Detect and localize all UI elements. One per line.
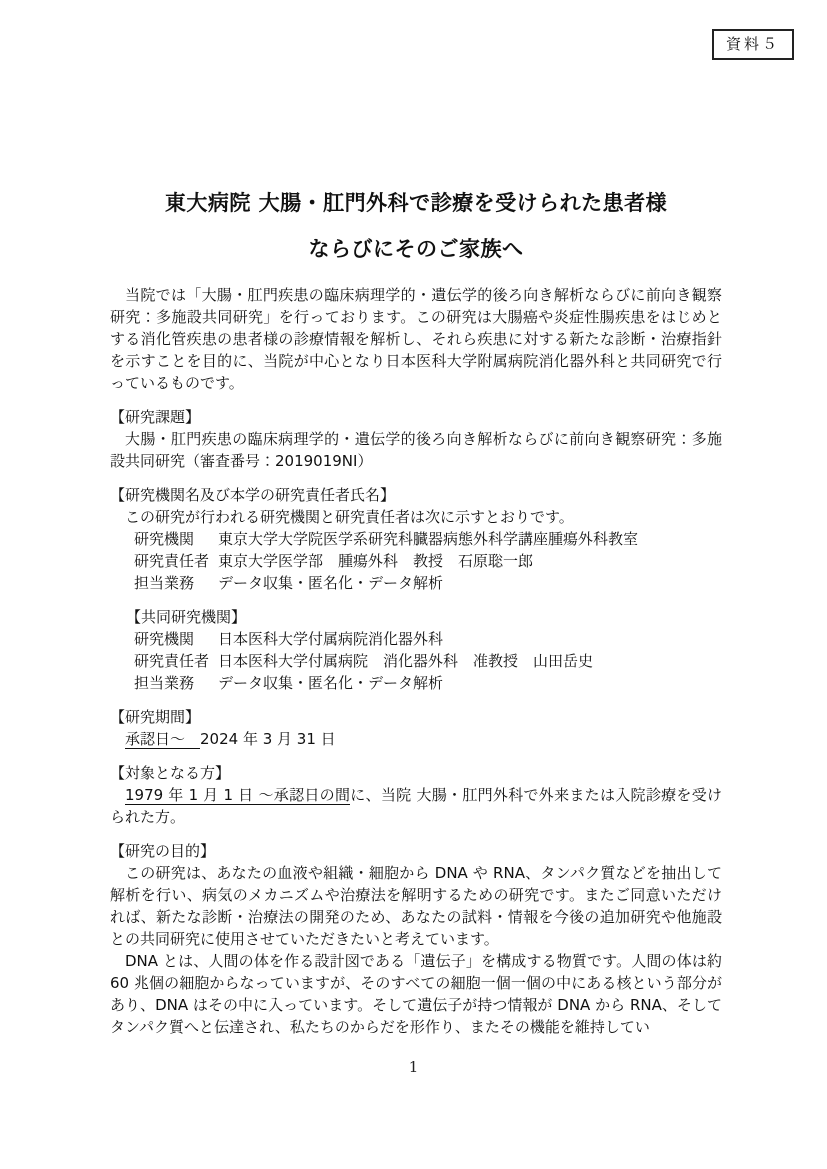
institution-row-duties: [110, 572, 722, 594]
document-tag-label: 資料５: [725, 35, 780, 53]
row-label: 担当業務: [134, 574, 195, 592]
purpose-paragraph-1: この研究は、あなたの血液や組織・細胞から DNA や RNA、タンパク質などを抽出して解析を行い、病気のメカニズムや治療法を解明するための研究です。またご同意いただければ、新たな診断・治療法の開発のため、あなたの試料・情報を今後の追加研究や他施設との共同研究に使用させていただきたいと考えています。: [110, 864, 722, 948]
institution-intro: この研究が行われる研究機関と研究責任者は次に示すとおりです。: [125, 508, 574, 526]
subjects-rest-text: に、当院 大腸・肛門外科で外来または入院診療を受けられた方。: [110, 786, 722, 826]
row-label: 担当業務: [134, 674, 195, 692]
document-content: [110, 180, 722, 1038]
row-value: 日本医科大学付属病院消化器外科: [218, 630, 444, 648]
row-value: 日本医科大学付属病院 消化器外科 准教授 山田岳史: [218, 652, 594, 670]
research-title-body: 大腸・肛門疾患の臨床病理学的・遺伝学的後ろ向き解析ならびに前向き観察研究：多施設共同研究（審査番号：2019019NI）: [110, 430, 722, 470]
page-title: [110, 180, 722, 272]
period-body: [110, 728, 722, 750]
institution-heading: 【研究機関名及び本学の研究責任者氏名】: [110, 486, 396, 504]
institution-rows: [110, 528, 722, 594]
section-period: [110, 706, 722, 750]
subjects-heading: 【対象となる方】: [110, 764, 231, 782]
document-tag-box: [712, 29, 794, 60]
row-value: 東京大学大学院医学系研究科臓器病態外科学講座腫瘍外科教室: [218, 530, 639, 548]
page-title-line-1: 東大病院 大腸・肛門外科で診療を受けられた患者様: [164, 191, 668, 215]
page-number: 1: [408, 1058, 419, 1076]
institution-row-organization: [110, 528, 722, 550]
row-value: データ収集・匿名化・データ解析: [218, 674, 444, 692]
purpose-paragraph-2: DNA とは、人間の体を作る設計図である「遺伝子」を構成する物質です。人間の体は約 60 兆個の細胞からなっていますが、そのすべての細胞一個一個の中にある核という部分があり、DNA はその中に入っています。そして遺伝子が持つ情報が DNA から RNA、そしてタンパク質へと伝達され、私たちのからだを形作り、またその機能を維持してい: [110, 952, 722, 1036]
collaborator-rows: [110, 628, 722, 694]
section-subjects: [110, 762, 722, 828]
subjects-body: [110, 784, 722, 828]
row-label: 研究機関: [134, 630, 195, 648]
page-title-line-2: ならびにそのご家族へ: [308, 237, 524, 261]
research-title-heading: 【研究課題】: [110, 408, 201, 426]
subjects-underlined-text: 1979 年 1 月 1 日 ～承認日の間: [125, 786, 351, 804]
row-label: 研究責任者: [134, 552, 210, 570]
collaborator-row-investigator: [110, 650, 722, 672]
period-heading: 【研究期間】: [110, 708, 201, 726]
section-collaborator: [110, 606, 722, 694]
intro-paragraph: 当院では「大腸・肛門疾患の臨床病理学的・遺伝学的後ろ向き解析ならびに前向き観察研究：多施設共同研究」を行っております。この研究は大腸癌や炎症性腸疾患をはじめとする消化管疾患の患者様の診療情報を解析し、それら疾患に対する新たな診断・治療指針を示すことを目的に、当院が中心となり日本医科大学附属病院消化器外科と共同研究で行っているものです。: [110, 286, 722, 392]
section-institution: [110, 484, 722, 594]
row-value: 東京大学医学部 腫瘍外科 教授 石原聡一郎: [218, 552, 534, 570]
period-rest-text: 2024 年 3 月 31 日: [200, 730, 336, 748]
row-label: 研究機関: [134, 530, 195, 548]
institution-row-investigator: [110, 550, 722, 572]
section-purpose: [110, 840, 722, 1038]
section-research-title: [110, 406, 722, 472]
purpose-heading: 【研究の目的】: [110, 842, 216, 860]
period-underlined-text: 承認日～: [125, 730, 201, 748]
collaborator-row-organization: [110, 628, 722, 650]
row-value: データ収集・匿名化・データ解析: [218, 574, 444, 592]
collaborator-heading: 【共同研究機関】: [126, 608, 247, 626]
collaborator-row-duties: [110, 672, 722, 694]
row-label: 研究責任者: [134, 652, 210, 670]
